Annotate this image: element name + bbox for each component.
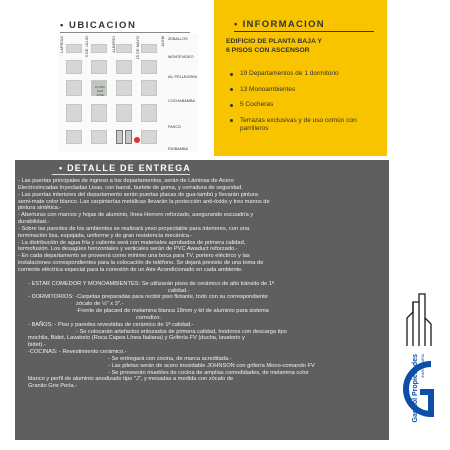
map-block <box>91 60 107 74</box>
info-item <box>227 86 385 94</box>
map-block <box>66 104 82 122</box>
street-label-montevideo: MONTEVIDEO <box>168 55 194 59</box>
detalle-line: pintura sintética.- <box>18 205 62 212</box>
detalle-title: • DETALLE DE ENTREGA <box>59 163 191 173</box>
detalle-line: - Las puertas principales de ingreso a los departamentos, serán de Láminas de Acero <box>18 178 234 184</box>
street-label-zeballos: ZEBALLOS <box>168 37 188 41</box>
detalle-line: -Frente de placard de melamina blanca 18mm y kit de aluminio para sistema <box>76 308 269 315</box>
detalle-line: calidad.- <box>168 287 190 294</box>
map-block <box>116 104 132 122</box>
informacion-box <box>214 0 387 156</box>
detalle-line: - Sobre las paredes de los ambientes se realizará yeso proyectable para interiores, con una <box>18 225 250 232</box>
detalle-line: - En cada departamento se proveerá como mínimo una boca para TV, portero eléctrico y las <box>18 253 250 260</box>
informacion-underline <box>234 31 374 32</box>
ubicacion-title-text: UBICACION <box>68 20 137 31</box>
detalle-underline <box>52 174 190 175</box>
info-item-text: Terrazas exclusivas y de uso común con parrilleros <box>240 116 357 132</box>
street-label-alberdi: ALBERDI <box>112 36 116 53</box>
detalle-line: -COCINAS: - Revestimiento cerámico.- <box>28 349 127 356</box>
ubicacion-underline <box>60 32 190 33</box>
top-section <box>0 0 450 160</box>
map-block <box>116 44 132 53</box>
detalle-line: - Las piletas serán de acero inoxidable JOHNSON con grifería Mono-comando FV <box>108 362 315 369</box>
detalle-body <box>18 178 384 390</box>
street-label-pellegrini: AV. PELLEGRINI <box>168 75 197 79</box>
street-label-alem: ALEM <box>161 36 165 47</box>
map-block-highlight <box>116 130 123 144</box>
street-label-pasco: PASCO <box>168 125 182 129</box>
detalle-line: - BAÑOS: - Piso y paredes revestidas de cerámico de 1ª calidad.- <box>28 321 194 328</box>
detalle-line: semi-mate color blanco. Las carpinterías metálicas llevarán la protección anti-óxido y tres manos de <box>18 198 270 205</box>
detalle-line: Electrozincadas Inyectadas Lisas, con barral, burlete de goma, y cerradura de seguridad. <box>18 184 243 191</box>
detalle-spacer <box>18 274 384 281</box>
map-block <box>141 104 157 122</box>
map-block <box>66 130 82 144</box>
logo-name: Gardiol Propiedades <box>412 354 419 423</box>
street-label-cochabamba: COCHABAMBA <box>168 99 196 103</box>
detalle-line: zócalo de ½" x 3".- <box>76 301 124 308</box>
info-item <box>227 117 385 133</box>
map-block <box>141 60 157 74</box>
detalle-line: termofusión. Los desagües horizontales y verticales serán de PVC Awaduct reforzado.- <box>18 246 238 253</box>
detalle-line: terminación lisa, espejada, uniforme y de gran resistencia mecánica.- <box>18 232 193 239</box>
subtitle-line-2: 6 PISOS CON ASCENSOR <box>226 46 310 54</box>
plaza-label: PLAZA SAN JOSE <box>95 85 105 97</box>
detalle-title-text: DETALLE DE ENTREGA <box>67 163 191 173</box>
street-label-laprida: LAPRIDA <box>60 36 64 53</box>
info-item-text: 19 Departamentos de 1 dormitorio <box>240 70 339 77</box>
street-label-riobamba: RIOBAMBA <box>168 147 189 151</box>
detalle-line: - Se entregará con cocina, de marca acreditada.- <box>108 355 232 362</box>
map-block <box>116 60 132 74</box>
location-pin-icon <box>134 137 140 143</box>
ubicacion-title: • UBICACION <box>60 20 137 31</box>
map-block <box>66 80 82 96</box>
detalle-line: - Las puertas interiores del departamento serán puertas placas de gua-tambú y llevarán pintura <box>18 191 258 198</box>
logo-tagline: INMOBILIARIA <box>421 354 425 378</box>
map-block <box>91 104 107 122</box>
informacion-subtitle <box>226 38 376 55</box>
location-map <box>58 34 198 152</box>
detalle-line: instalaciones correspondientes para la colocación de teléfono. Se dejará previsto de una toma de <box>18 260 264 267</box>
detalle-line: blanco y perfil de aluminio anodizado tipo "J", y mesadas a medida con zócalo de <box>28 376 234 383</box>
bullet-icon <box>230 88 233 91</box>
subtitle-line-1: EDIFICIO DE PLANTA BAJA Y <box>226 38 322 45</box>
plaza-san-jose <box>91 80 107 96</box>
map-block <box>66 44 82 53</box>
info-item <box>227 101 385 109</box>
informacion-list <box>227 70 385 140</box>
informacion-title-text: INFORMACION <box>242 19 325 30</box>
detalle-line: bidet).- <box>28 342 46 349</box>
detalle-line: - Se proveerán muebles de cocina de amplias comodidades, de melamina color <box>108 369 309 376</box>
street-label-25-de-mayo: 25 DE MAYO <box>136 36 140 60</box>
detalle-line: - DORMITORIOS: -Carpetas preparadas para recibir piso flotante, todo con su correspondiente <box>28 294 268 301</box>
detalle-line: Granito Gris Perla.- <box>28 383 77 390</box>
info-item-text: 13 Monoambientes <box>240 85 296 93</box>
map-block <box>141 130 157 144</box>
map-block-highlight <box>125 130 132 144</box>
map-block <box>141 80 157 96</box>
detalle-line: - ESTAR COMEDOR Y MONOAMBIENTES: Se utilizarán pisos de cerámico de alto tránsito de 1ª <box>28 280 275 287</box>
detalle-line: - La distribución de agua fría y caliente será con materiales aprobados de primera calidad, <box>18 239 246 246</box>
detalle-line: durabilidad.- <box>18 219 50 226</box>
detalle-line: corriente eléctrica especial para la conexión de un Aire Acondicionado en cada ambiente. <box>18 266 243 273</box>
bullet-icon <box>230 104 233 107</box>
detalle-line: - Se colocarán artefactos enlozados de primera calidad, Inodoros con descarga tipo <box>76 328 287 335</box>
detalle-box <box>15 160 389 440</box>
detalle-line: mochila, Bidet, Lavatorio (Roca Capea Línea Italiana) y Grifería FV (ducha, lavatorio y <box>28 335 245 342</box>
gardiol-logo <box>393 284 441 440</box>
building-icon <box>407 294 431 346</box>
map-block <box>116 80 132 96</box>
informacion-title: • INFORMACION <box>234 19 325 30</box>
detalle-line: corredizo. <box>136 314 161 321</box>
map-block <box>91 44 107 53</box>
info-item <box>227 70 385 78</box>
bullet-icon <box>230 73 233 76</box>
info-item-text: 5 Cocheras <box>240 101 274 108</box>
map-block <box>66 60 82 74</box>
detalle-line: - Aberturas con marcos y hojas de aluminio, línea Herrero reforzado, asegurando escuadría y <box>18 212 254 219</box>
street-label-9-de-julio: 9 DE JULIO <box>85 36 89 58</box>
map-block <box>91 130 107 144</box>
map-block <box>141 44 157 53</box>
bullet-icon <box>230 119 233 122</box>
